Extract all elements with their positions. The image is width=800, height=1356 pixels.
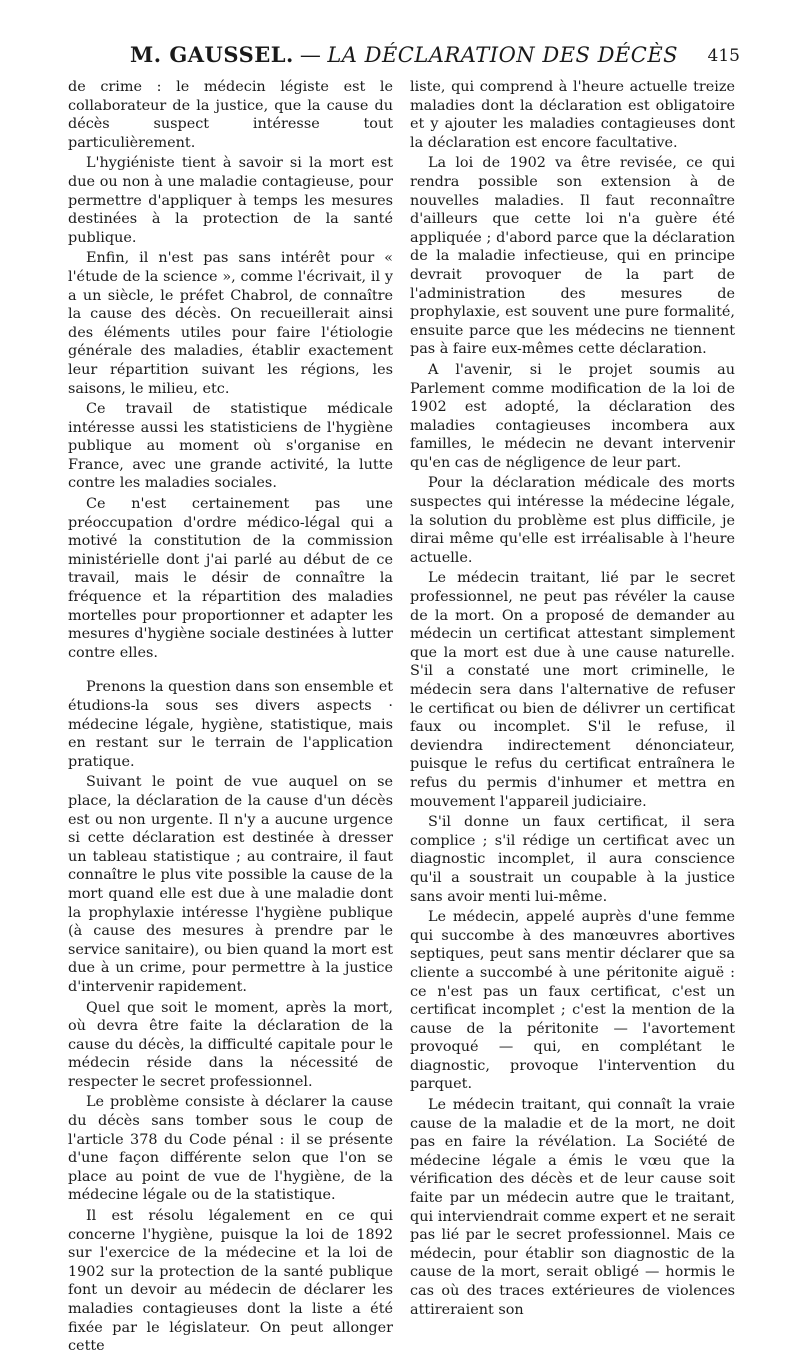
paragraph: Prenons la question dans son ensemble et étudions-la sous ses divers aspects · médecine légale, hygiène, statistique, mais en restant sur le terrain de l'application pratique. (68, 679, 393, 770)
header-subject: LA DÉCLARATION DES DÉCÈS (327, 43, 679, 67)
paragraph: S'il donne un faux certificat, il sera complice ; s'il rédige un certificat avec un diagnostic incomplet, il aura conscience qu'il a soustrait un coupable à la justice sans avoir menti lui-même. (410, 814, 735, 905)
left-column (68, 78, 393, 1356)
paragraph: Le problème consiste à déclarer la cause du décès sans tomber sous le coup de l'article 378 du Code pénal : il se présente d'une façon différente selon que l'on se place au point de vue de l'hygiène, de la médecine légale ou de la statistique. (68, 1094, 393, 1204)
header-separator: — (299, 43, 322, 67)
paragraph: Le médecin, appelé auprès d'une femme qui succombe à des manœuvres abortives septiques, peut sans mentir déclarer que sa cliente a succombé à une péritonite aiguë : ce n'est pas un faux certificat, c'est un certificat incomplet ; c'est la mention de la cause de la péritonite — l'avortement provoqué — qui, en complétant le diagnostic, provoque l'intervention du parquet. (410, 909, 735, 1093)
paragraph: de crime : le médecin légiste est le collaborateur de la justice, que la cause du décès suspect intéresse tout particulièrement. (68, 79, 393, 151)
paragraph: Ce n'est certainement pas une préoccupation d'ordre médico-légal qui a motivé la constitution de la commission ministérielle dont j'ai parlé au début de ce travail, mais le désir de connaître la fréquence et la répartition des maladies mortelles pour proportionner et adapter les mesures d'hygiène sociale destinées à lutter contre elles. (68, 496, 393, 661)
paragraph: Le médecin traitant, qui connaît la vraie cause de la maladie et de la mort, ne doit pas en faire la révélation. La Société de médecine légale a émis le vœu que la vérification des décès et de leur cause soit faite par un médecin autre que le traitant, qui interviendrait comme expert et ne serait pas lié par le secret professionnel. Mais ce médecin, pour établir son diagnostic de la cause de la mort, serait obligé — hormis le cas où des traces extérieures de violences attireraient son (410, 1097, 735, 1318)
running-header (68, 42, 740, 72)
header-author: M. GAUSSEL. (129, 42, 294, 67)
paragraph: L'hygiéniste tient à savoir si la mort est due ou non à une maladie contagieuse, pour permettre d'appliquer à temps les mesures destinées à la protection de la santé publique. (68, 155, 393, 246)
paragraph: Quel que soit le moment, après la mort, où devra être faite la déclaration de la cause du décès, la difficulté capitale pour le médecin réside dans la nécessité de respecter le secret professionnel. (68, 999, 393, 1090)
page-number: 415 (707, 46, 740, 66)
paragraph: Ce travail de statistique médicale intéresse aussi les statisticiens de l'hygiène publique au moment où s'organise en France, avec une grande activité, la lutte contre les maladies sociales. (68, 401, 393, 492)
paragraph: Enfin, il n'est pas sans intérêt pour « l'étude de la science », comme l'écrivait, il y a un siècle, le préfet Chabrol, de connaître la cause des décès. On recueillerait ainsi des éléments utiles pour faire l'étiologie générale des maladies, établir exactement leur répartition suivant les régions, les saisons, le milieu, etc. (68, 250, 393, 397)
paragraph: Il est résolu légalement en ce qui concerne l'hygiène, puisque la loi de 1892 sur l'exercice de la médecine et la loi de 1902 sur la protection de la santé publique font un devoir au médecin de déclarer les maladies contagieuses dont la liste a été fixée par le législateur. On peut allonger cette (68, 1208, 393, 1355)
paragraph: Le médecin traitant, lié par le secret professionnel, ne peut pas révéler la cause de la mort. On a proposé de demander au médecin un certificat attestant simplement que la mort est due à une cause naturelle. S'il a constaté une mort criminelle, le médecin sera dans l'alternative de refuser le certificat ou bien de délivrer un certificat faux ou incomplet. S'il le refuse, il deviendra indirectement dénonciateur, puisque le refus du certificat entraînera le refus du permis d'inhumer et mettra en mouvement l'appareil judiciaire. (410, 570, 735, 810)
paragraph: La loi de 1902 va être revisée, ce qui rendra possible son extension à de nouvelles maladies. Il faut reconnaître d'ailleurs que cette loi n'a guère été appliquée ; d'abord parce que la déclaration de la maladie infectieuse, qui en principe devrait provoquer de la part de l'administration des mesures de prophylaxie, est souvent une pure formalité, ensuite parce que les médecins ne tiennent pas à faire eux-mêmes cette déclaration. (410, 155, 735, 358)
paragraph: Suivant le point de vue auquel on se place, la déclaration de la cause d'un décès est ou non urgente. Il n'y a aucune urgence si cette déclaration est destinée à dresser un tableau statistique ; au contraire, il faut connaître le plus vite possible la cause de la mort quand elle est due à une maladie dont la prophylaxie intéresse l'hygiène publique (à cause des mesures à prendre par le service sanitaire), ou bien quand la mort est due à un crime, pour permettre à la justice d'intervenir rapidement. (68, 774, 393, 995)
running-title (68, 42, 740, 67)
paragraph: Pour la déclaration médicale des morts suspectes qui intéresse la médecine légale, la solution du problème est plus difficile, je dirai même qu'elle est irréalisable à l'heure actuelle. (410, 475, 735, 566)
paragraph: liste, qui comprend à l'heure actuelle treize maladies dont la déclaration est obligatoire et y ajouter les maladies contagieuses dont la déclaration est encore facultative. (410, 79, 735, 151)
right-column (410, 78, 735, 1319)
paragraph: A l'avenir, si le projet soumis au Parlement comme modification de la loi de 1902 est adopté, la déclaration des maladies contagieuses incombera aux familles, le médecin ne devant intervenir qu'en cas de négligence de leur part. (410, 361, 735, 471)
